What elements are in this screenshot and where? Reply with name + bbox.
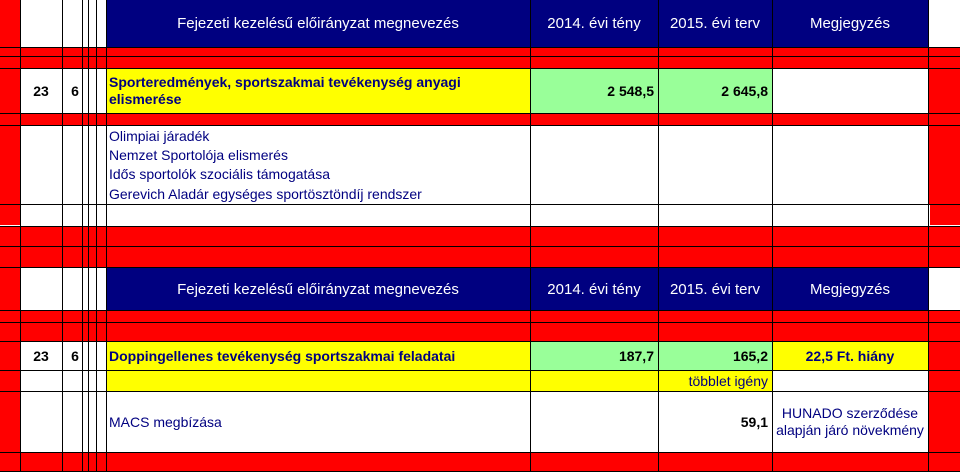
section2-2015: 165,2: [658, 342, 772, 370]
grid-line: [0, 204, 960, 205]
section1-2015: 2 645,8: [658, 69, 772, 113]
grid-line: [0, 391, 960, 392]
section1-code-b: 6: [62, 69, 88, 113]
section2-note: 22,5 Ft. hiány: [772, 342, 928, 370]
list-item: Idős sportolók szociális támogatása: [109, 166, 330, 182]
grid-line: [0, 246, 960, 247]
grid-line: [0, 341, 960, 342]
grid-line: [772, 0, 773, 472]
header2-note: Megjegyzés: [772, 268, 928, 310]
extra-note: [772, 371, 928, 391]
extra-label: többlet igény: [688, 373, 768, 389]
grid-line: [0, 267, 960, 268]
header1-filler: [928, 0, 960, 47]
spacer: [20, 371, 106, 391]
grid-line: [658, 0, 659, 472]
header2-2015: 2015. évi terv: [658, 268, 772, 310]
grid-line: [0, 310, 960, 311]
grid-line: [20, 0, 21, 472]
grid-line: [82, 0, 83, 472]
grid-line: [0, 322, 960, 323]
header2-2014: 2014. évi tény: [530, 268, 658, 310]
grid-line: [928, 0, 929, 472]
row-fill: [0, 226, 960, 268]
section1-note: [772, 69, 928, 113]
section2-item: MACS megbízása: [109, 414, 222, 430]
header-left-bg: [20, 268, 106, 310]
grid-line: [0, 68, 960, 69]
section2-code-a: 23: [20, 342, 62, 370]
section2-title: Doppingellenes tevékenység sportszakmai feladatai: [106, 342, 530, 370]
header2-name: Fejezeti kezelésű előirányzat megnevezés: [106, 268, 530, 310]
header1-name: Fejezeti kezelésű előirányzat megnevezés: [106, 0, 530, 47]
section2-item-note: HUNADO szerződése alapján járó növekmény: [776, 405, 924, 438]
grid-line: [106, 0, 107, 472]
header1-2014: 2014. évi tény: [530, 0, 658, 47]
grid-line: [96, 0, 97, 472]
grid-line: [0, 113, 960, 114]
grid-line: [0, 125, 960, 126]
grid-line: [0, 56, 960, 57]
grid-line: [0, 47, 960, 48]
grid-line: [62, 0, 63, 472]
section1-code-a: 23: [20, 69, 62, 113]
section2-code-b: 6: [62, 342, 88, 370]
grid-line: [0, 226, 960, 227]
items-bg: [530, 126, 928, 204]
spacer-row: [20, 205, 930, 227]
grid-line: [530, 0, 531, 472]
header1-note: Megjegyzés: [772, 0, 928, 47]
code-filler: [88, 342, 106, 370]
section1-2014: 2 548,5: [530, 69, 658, 113]
list-item: Olimpiai járadék: [109, 127, 210, 144]
grid-line: [88, 0, 89, 472]
header1-2015: 2015. évi terv: [658, 0, 772, 47]
list-item: Nemzet Sportolója elismerés: [109, 146, 288, 163]
section2-item-2015: 59,1: [740, 414, 768, 430]
section1-title: Sporteredmények, sportszakmai tevékenység anyagi elismerése: [106, 69, 530, 113]
header2-filler: [928, 268, 960, 310]
header-left-bg: [20, 0, 106, 47]
grid-line: [0, 370, 960, 371]
section2-2014: 187,7: [530, 342, 658, 370]
list-item: Gerevich Aladár egységes sportösztöndíj rendszer: [109, 186, 422, 202]
grid-line: [0, 452, 960, 453]
